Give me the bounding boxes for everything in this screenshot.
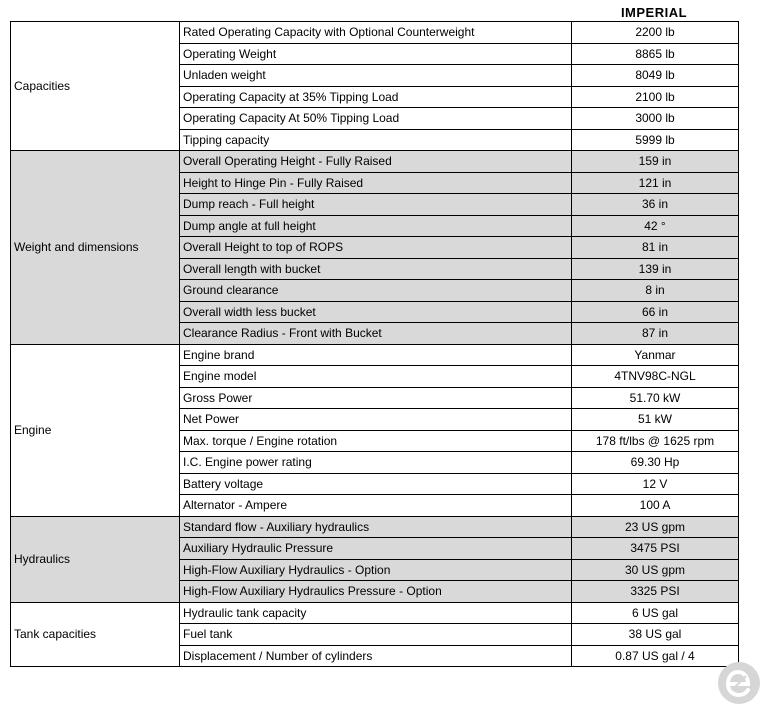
spec-value-cell: 23 US gpm (572, 516, 739, 538)
spec-row (11, 602, 739, 624)
spec-label-cell: Dump reach - Full height (180, 194, 572, 216)
spec-label-cell: Operating Weight (180, 43, 572, 65)
spec-value-cell: 100 A (572, 495, 739, 517)
spec-value-cell: 5999 lb (572, 129, 739, 151)
spec-label-cell: Overall width less bucket (180, 301, 572, 323)
category-cell: Tank capacities (11, 602, 180, 667)
spec-value-cell: 4TNV98C-NGL (572, 366, 739, 388)
spec-label-cell: Fuel tank (180, 624, 572, 646)
spec-value-cell: 66 in (572, 301, 739, 323)
spec-label-cell: Tipping capacity (180, 129, 572, 151)
spec-value-cell: 8 in (572, 280, 739, 302)
spec-value-cell: 38 US gal (572, 624, 739, 646)
spec-label-cell: Unladen weight (180, 65, 572, 87)
spec-label-cell: Rated Operating Capacity with Optional Counterweight (180, 22, 572, 44)
spec-label-cell: Operating Capacity at 35% Tipping Load (180, 86, 572, 108)
spec-value-cell: 51.70 kW (572, 387, 739, 409)
spec-label-cell: Auxiliary Hydraulic Pressure (180, 538, 572, 560)
spec-value-cell: 3000 lb (572, 108, 739, 130)
spec-label-cell: Operating Capacity At 50% Tipping Load (180, 108, 572, 130)
spec-value-cell: 81 in (572, 237, 739, 259)
spec-label-cell: Overall Height to top of ROPS (180, 237, 572, 259)
spec-label-cell: Max. torque / Engine rotation (180, 430, 572, 452)
spec-value-cell: 0.87 US gal / 4 (572, 645, 739, 667)
spec-label-cell: High-Flow Auxiliary Hydraulics Pressure - Option (180, 581, 572, 603)
spec-value-cell: 42 ° (572, 215, 739, 237)
spec-value-cell: 69.30 Hp (572, 452, 739, 474)
spec-label-cell: Hydraulic tank capacity (180, 602, 572, 624)
spec-label-cell: Alternator - Ampere (180, 495, 572, 517)
spec-value-cell: 87 in (572, 323, 739, 345)
spec-value-cell: 121 in (572, 172, 739, 194)
spec-value-cell: 3475 PSI (572, 538, 739, 560)
spec-value-cell: 36 in (572, 194, 739, 216)
spec-label-cell: Engine brand (180, 344, 572, 366)
spec-value-cell: 2100 lb (572, 86, 739, 108)
category-cell: Hydraulics (11, 516, 180, 602)
spec-label-cell: Height to Hinge Pin - Fully Raised (180, 172, 572, 194)
spec-label-cell: Overall Operating Height - Fully Raised (180, 151, 572, 173)
column-header-imperial: IMPERIAL (620, 5, 688, 20)
category-cell: Weight and dimensions (11, 151, 180, 345)
spec-row (11, 22, 739, 44)
spec-value-cell: 159 in (572, 151, 739, 173)
spec-label-cell: Gross Power (180, 387, 572, 409)
spec-label-cell: I.C. Engine power rating (180, 452, 572, 474)
spec-value-cell: 8049 lb (572, 65, 739, 87)
spec-table-body (11, 22, 739, 667)
spec-label-cell: Overall length with bucket (180, 258, 572, 280)
e-logo-icon (716, 660, 762, 706)
spec-label-cell: Standard flow - Auxiliary hydraulics (180, 516, 572, 538)
spec-value-cell: 12 V (572, 473, 739, 495)
spec-label-cell: Battery voltage (180, 473, 572, 495)
category-cell: Engine (11, 344, 180, 516)
spec-label-cell: Clearance Radius - Front with Bucket (180, 323, 572, 345)
spec-value-cell: 8865 lb (572, 43, 739, 65)
spec-label-cell: High-Flow Auxiliary Hydraulics - Option (180, 559, 572, 581)
spec-label-cell: Ground clearance (180, 280, 572, 302)
spec-row (11, 344, 739, 366)
spec-row (11, 151, 739, 173)
spec-label-cell: Dump angle at full height (180, 215, 572, 237)
spec-row (11, 516, 739, 538)
category-cell: Capacities (11, 22, 180, 151)
spec-table (10, 21, 739, 667)
spec-value-cell: 51 kW (572, 409, 739, 431)
spec-value-cell: 6 US gal (572, 602, 739, 624)
spec-value-cell: 178 ft/lbs @ 1625 rpm (572, 430, 739, 452)
spec-label-cell: Engine model (180, 366, 572, 388)
spec-value-cell: 139 in (572, 258, 739, 280)
spec-value-cell: 3325 PSI (572, 581, 739, 603)
spec-value-cell: 2200 lb (572, 22, 739, 44)
spec-label-cell: Displacement / Number of cylinders (180, 645, 572, 667)
spec-label-cell: Net Power (180, 409, 572, 431)
spec-value-cell: 30 US gpm (572, 559, 739, 581)
spec-value-cell: Yanmar (572, 344, 739, 366)
